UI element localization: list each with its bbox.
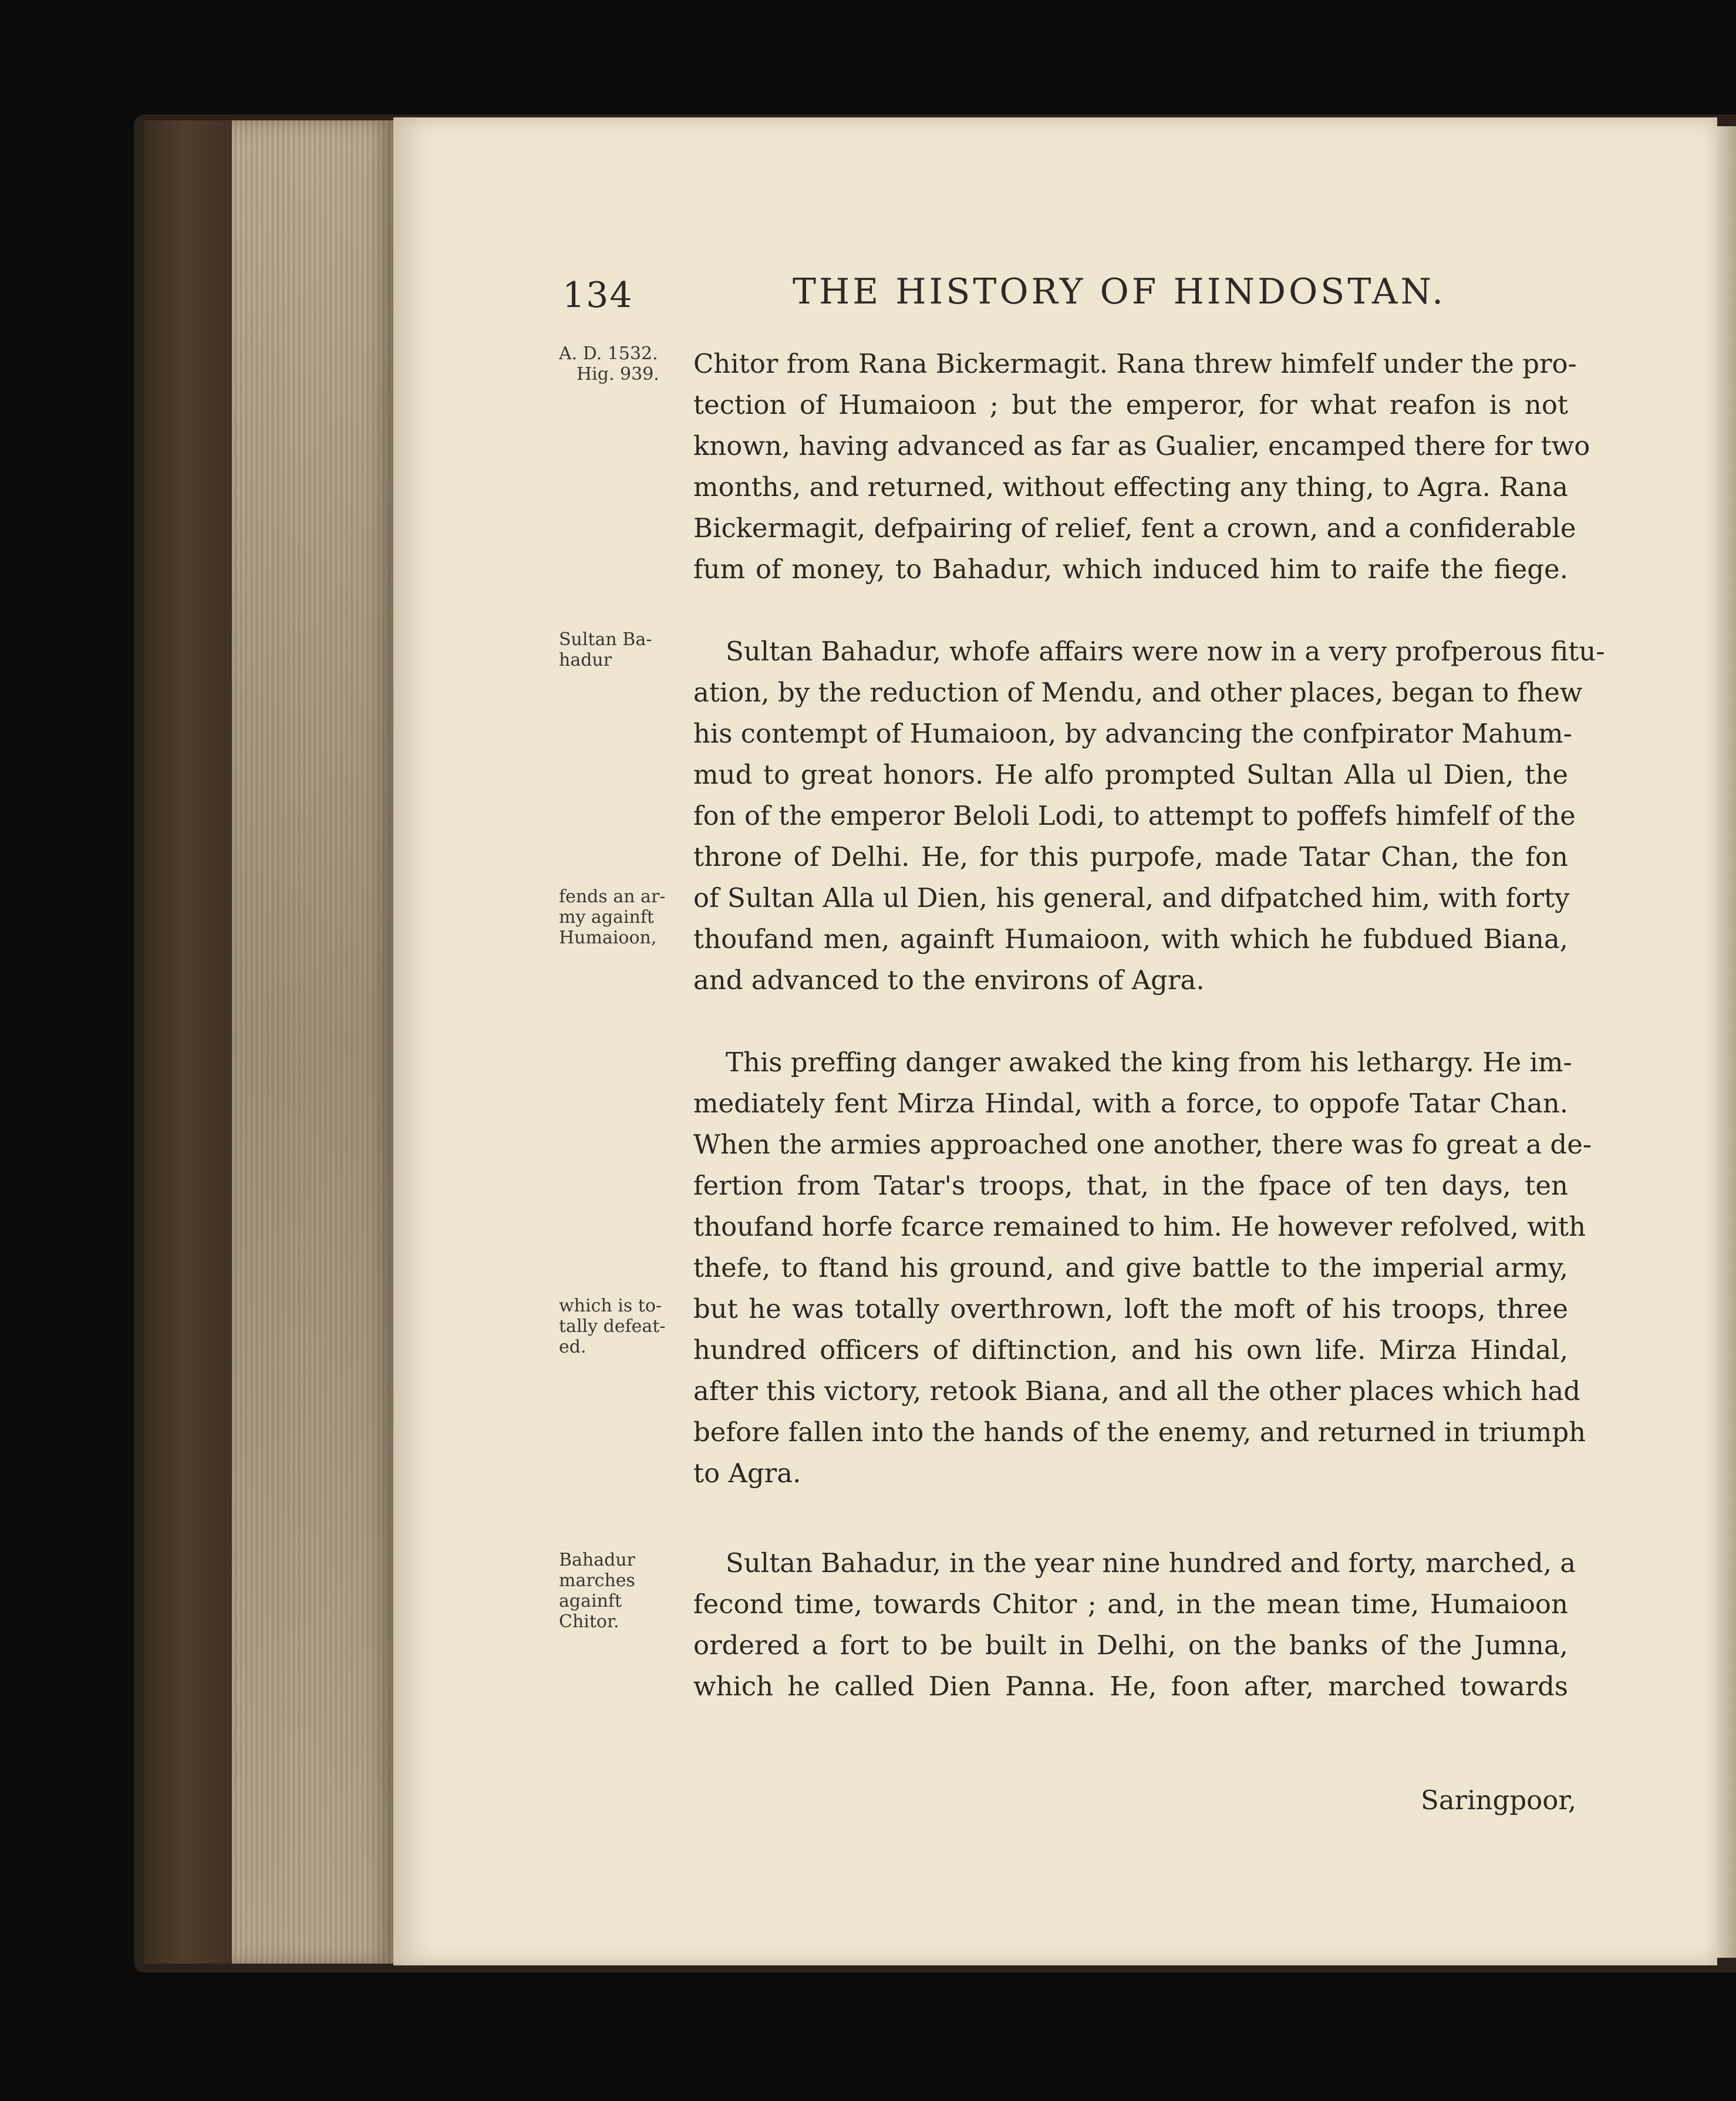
text-line: throne of Delhi. He, for this purpofe, made Tatar Chan, the fon bbox=[693, 841, 1568, 872]
text-line: and advanced to the environs of Agra. bbox=[693, 964, 1205, 996]
text-line: his contempt of Humaioon, by advancing the confpirator Mahum- bbox=[693, 718, 1572, 749]
text-line: fecond time, towards Chitor ; and, in the mean time, Humaioon bbox=[693, 1589, 1568, 1620]
text-line: of Sultan Alla ul Dien, his general, and difpatched him, with forty bbox=[693, 882, 1570, 913]
margin-note-line: Bahadur bbox=[559, 1550, 636, 1570]
margin-note-line: Sultan Ba- bbox=[559, 629, 652, 650]
text-line: Bickermagit, defpairing of relief, fent a crown, and a confiderable bbox=[693, 512, 1576, 544]
text-line: Sultan Bahadur, in the year nine hundred and forty, marched, a bbox=[726, 1547, 1576, 1579]
margin-note-sultan-bahadur bbox=[559, 629, 685, 670]
text-line: Sultan Bahadur, whofe affairs were now in a very profperous fitu- bbox=[726, 636, 1605, 667]
facing-page-edge bbox=[1717, 126, 1736, 1958]
text-line: thoufand horfe fcarce remained to him. He however refolved, with bbox=[693, 1211, 1586, 1242]
text-line: Chitor from Rana Bickermagit. Rana threw himfelf under the pro- bbox=[693, 348, 1577, 379]
text-line: months, and returned, without effecting any thing, to Agra. Rana bbox=[693, 471, 1568, 503]
paragraph-3 bbox=[693, 1042, 1592, 1494]
text-line: after this victory, retook Biana, and all the other places which had bbox=[693, 1375, 1581, 1407]
paragraph-4 bbox=[693, 1543, 1576, 1707]
text-line: fum of money, to Bahadur, which induced him to raife the fiege. bbox=[693, 554, 1568, 585]
text-line: When the armies approached one another, there was fo great a de- bbox=[693, 1129, 1592, 1160]
text-line: thefe, to ftand his ground, and give battle to the imperial army, bbox=[693, 1252, 1568, 1283]
text-line: ordered a fort to be built in Delhi, on the banks of the Jumna, bbox=[693, 1630, 1568, 1661]
page-edges-shade bbox=[232, 120, 393, 1964]
margin-note-line: my againft bbox=[559, 907, 654, 928]
margin-note-line: tally defeat- bbox=[559, 1316, 666, 1337]
text-line: fertion from Tatar's troops, that, in the fpace of ten days, ten bbox=[693, 1170, 1568, 1201]
margin-note-marches-chitor bbox=[559, 1550, 685, 1632]
page-number: 134 bbox=[562, 275, 633, 316]
text-line: thoufand men, againft Humaioon, with which he fubdued Biana, bbox=[693, 923, 1568, 955]
margin-note-line: A. D. 1532. bbox=[559, 343, 658, 364]
margin-note-defeated bbox=[559, 1296, 685, 1357]
text-line: mud to great honors. He alfo prompted Sultan Alla ul Dien, the bbox=[693, 759, 1568, 790]
margin-note-line: ed. bbox=[559, 1337, 586, 1357]
margin-note-date bbox=[559, 343, 685, 385]
margin-note-line: which is to- bbox=[559, 1296, 662, 1316]
margin-note-line: hadur bbox=[559, 650, 612, 670]
margin-note-line: againft bbox=[559, 1591, 622, 1611]
margin-note-line: Chitor. bbox=[559, 1611, 619, 1632]
margin-note-line: Humaioon, bbox=[559, 928, 657, 948]
text-line: hundred officers of diftinction, and his own life. Mirza Hindal, bbox=[693, 1334, 1568, 1365]
text-line: known, having advanced as far as Gualier, encamped there for two bbox=[693, 430, 1590, 461]
paragraph-2 bbox=[693, 631, 1605, 1001]
text-line: mediately fent Mirza Hindal, with a force, to oppofe Tatar Chan. bbox=[693, 1088, 1568, 1119]
text-line: fon of the emperor Beloli Lodi, to attempt to poffefs himfelf of the bbox=[693, 800, 1576, 831]
book-spine bbox=[144, 120, 242, 1964]
text-line: which he called Dien Panna. He, foon after, marched towards bbox=[693, 1671, 1568, 1702]
running-title: THE HISTORY OF HINDOSTAN. bbox=[793, 271, 1447, 312]
text-line: ation, by the reduction of Mendu, and other places, began to fhew bbox=[693, 677, 1583, 708]
text-line: before fallen into the hands of the enemy, and returned in triumph bbox=[693, 1417, 1586, 1448]
margin-note-line: fends an ar- bbox=[559, 886, 666, 907]
catchword: Saringpoor, bbox=[1421, 1785, 1577, 1816]
margin-note-sends-army bbox=[559, 886, 685, 948]
text-line: to Agra. bbox=[693, 1458, 801, 1489]
margin-note-line: marches bbox=[559, 1570, 635, 1591]
text-line: tection of Humaioon ; but the emperor, for what reafon is not bbox=[693, 389, 1568, 420]
text-line: This preffing danger awaked the king from his lethargy. He im- bbox=[726, 1047, 1572, 1078]
text-line: but he was totally overthrown, loft the moft of his troops, three bbox=[693, 1293, 1568, 1324]
paragraph-1 bbox=[693, 343, 1590, 590]
margin-note-line: Hig. 939. bbox=[577, 364, 659, 385]
